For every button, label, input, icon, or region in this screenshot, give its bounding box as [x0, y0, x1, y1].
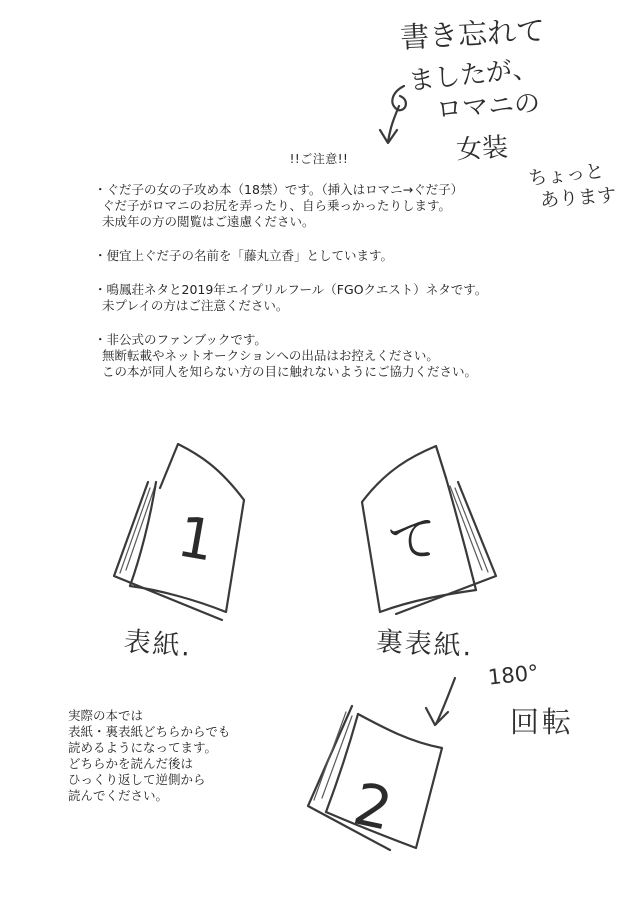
notice-line: 無断転載やネットオークションへの出品はお控えください。 [102, 348, 439, 363]
notice-line: この本が同人を知らない方の目に触れないようにご協力ください。 [102, 364, 478, 379]
handwritten-note-line: 女装 [455, 132, 509, 166]
book-glyph: て [384, 508, 442, 573]
notice-line: ・鳴鳳荘ネタと2019年エイプリルフール（FGOクエスト）ネタです。 [94, 282, 488, 297]
notice-line: ・便宜上ぐだ子の名前を「藤丸立香」としています。 [94, 248, 394, 263]
notice-line: ・ぐだ子の女の子攻め本（18禁）です。（挿入はロマニ→ぐだ子） [94, 182, 464, 197]
instruction-line: ひっくり返して逆側から [68, 772, 206, 787]
notice-item [94, 248, 554, 264]
back-cover-label: 裏表紙. [375, 626, 475, 663]
front-cover-label: 表紙. [122, 626, 194, 663]
notice-line: ぐだ子がロマニのお尻を弄ったり、自ら乗っかったりします。 [102, 198, 452, 213]
handwritten-note-line: ロマニの [435, 88, 542, 126]
handwritten-note-line: ましたが、 [407, 53, 540, 97]
notice-title: !!ご注意!! [289, 152, 349, 166]
notice-line: 未成年の方の閲覧はご遠慮ください。 [102, 214, 315, 229]
notice-item [94, 332, 554, 380]
handwritten-note-line: あります [539, 184, 617, 212]
down-arrow-icon [436, 678, 455, 724]
rotate-label: 回転 [510, 705, 575, 739]
book-glyph: 1 [172, 504, 220, 575]
instruction-line: どちらかを読んだ後は [68, 756, 194, 771]
instruction-line: 読んでください。 [68, 788, 169, 803]
notice-item [94, 182, 554, 230]
reading-instructions [68, 708, 230, 804]
book-back-cover [362, 446, 496, 614]
notice-list [94, 182, 554, 398]
handwritten-note-line: 書き忘れて [399, 13, 546, 55]
book-glyph: 2 [347, 769, 399, 844]
instruction-line: 実際の本では [68, 708, 144, 723]
instruction-line: 読めるようになってます。 [68, 740, 218, 755]
instruction-line: 表紙・裏表紙どちらからでも [68, 724, 231, 739]
book-front-cover [114, 444, 244, 620]
down-arrow-icon [380, 86, 406, 143]
notice-item [94, 282, 554, 314]
handwritten-note-line: ちょっと [527, 160, 606, 190]
notice-line: ・非公式のファンブックです。 [94, 332, 267, 347]
notice-line: 未プレイの方はご注意ください。 [102, 298, 289, 313]
rotate-degrees: 180° [486, 660, 540, 690]
book-rotated [308, 706, 442, 850]
